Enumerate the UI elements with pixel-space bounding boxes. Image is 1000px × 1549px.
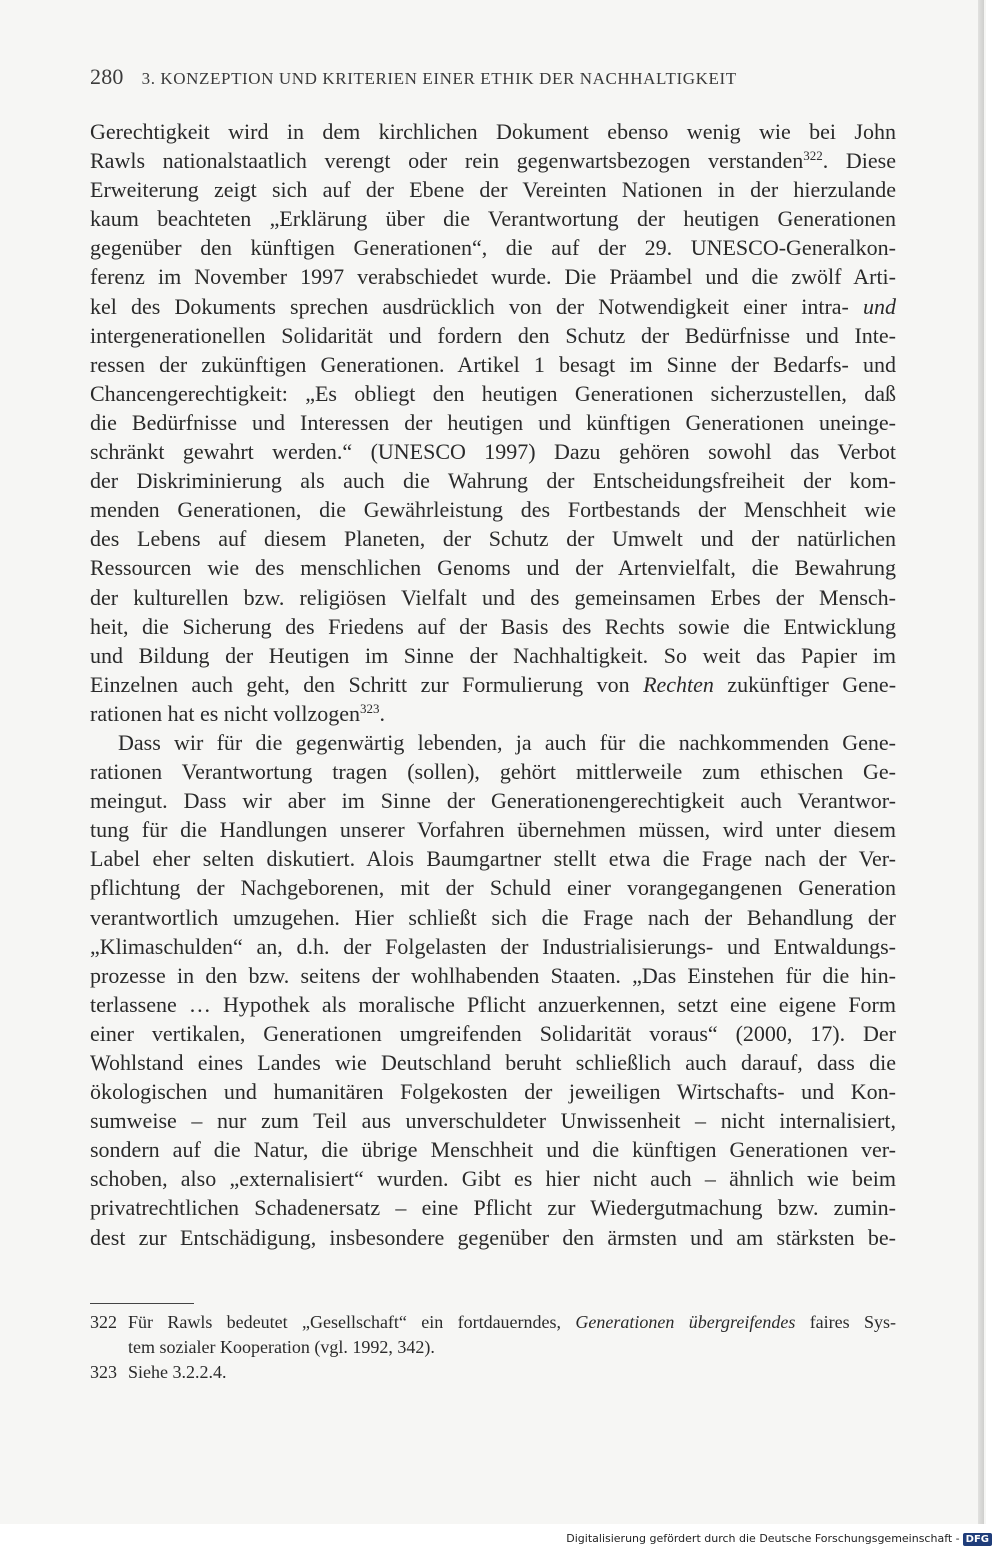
digitization-note: Digitalisierung gefördert durch die Deutsche Forschungsgemeinschaft - DFG <box>566 1532 992 1546</box>
text-line: intergenerationellen Solidarität und fordern den Schutz der Bedürfnisse und Inte- <box>90 322 896 348</box>
text-line: kel des Dokuments sprechen ausdrücklich von der Notwendigkeit einer intra- und <box>90 293 897 319</box>
text-line: die Bedürfnisse und Interessen der heutigen und künftigen Generationen uneinge- <box>90 409 896 435</box>
running-head <box>90 64 910 90</box>
text-line: Chancengerechtigkeit: „Es obliegt den heutigen Generationen sicherzustellen, daß <box>90 380 896 406</box>
emphasis: Rechten <box>643 671 714 697</box>
footnote-323: 323 Siehe 3.2.2.4. <box>90 1360 896 1385</box>
text-line: schränkt gewahrt werden.“ (UNESCO 1997) Dazu gehören sowohl das Verbot <box>90 439 896 465</box>
page-number: 280 <box>90 64 124 89</box>
text-line: verantwortlich umzugehen. Hier schließt sich die Frage nach der Behandlung der <box>90 904 896 930</box>
text-line: rationen Verantwortung tragen (sollen), gehört mittlerweile zum ethischen Ge- <box>90 759 896 785</box>
text-line: ökologischen und humanitären Folgekosten der jeweiligen Wirtschafts- und Kon- <box>90 1079 896 1105</box>
text-line: privatrechtlichen Schadenersatz – eine Pflicht zur Wiedergutmachung bzw. zumin- <box>90 1195 896 1221</box>
footnote-ref: 323 <box>360 700 380 716</box>
footnotes <box>90 1310 896 1385</box>
text-line: schoben, also „externalisiert“ wurden. Gibt es hier nicht auch – ähnlich wie beim <box>90 1166 896 1192</box>
text-line: ferenz im November 1997 verabschiedet wurde. Die Präambel und die zwölf Arti- <box>90 264 896 290</box>
text-line: der kulturellen bzw. religiösen Vielfalt und des gemeinsamen Erbes der Mensch- <box>90 584 896 610</box>
text-line: prozesse in den bzw. seitens der wohlhabenden Staaten. „Das Einstehen für die hin- <box>90 962 896 988</box>
footnote-322: 322 Für Rawls bedeutet „Gesellschaft“ ein fortdauerndes, Generationen übergreifendes faires Sys- <box>90 1310 896 1335</box>
main-text <box>90 117 896 1252</box>
dfg-logo: DFG <box>963 1533 992 1546</box>
text-line: heit, die Sicherung des Friedens auf der Basis des Rechts sowie die Entwicklung <box>90 613 896 639</box>
text-line: rationen hat es nicht vollzogen$^{323}$. <box>90 700 386 726</box>
text-line: kaum beachteten „Erklärung über die Verantwortung der heutigen Generationen <box>90 206 896 232</box>
text-line: Wohlstand eines Landes wie Deutschland beruht schließlich auch darauf, dass die <box>90 1050 896 1075</box>
text-line: Erweiterung zeigt sich auf der Ebene der Vereinten Nationen in der hierzulande <box>90 177 896 203</box>
chapter-title: 3. KONZEPTION UND KRITERIEN EINER ETHIK DER NACHHALTIGKEIT <box>141 69 737 88</box>
text-line: ressen der zukünftigen Generationen. Artikel 1 besagt im Sinne der Bedarfs- und <box>90 351 896 377</box>
text-line: terlassene … Hypothek als moralische Pflicht anzuerkennen, setzt eine eigene Form <box>90 991 896 1017</box>
page-edge <box>978 0 984 1524</box>
text-line: Einzelnen auch geht, den Schritt zur Formulierung von Rechten zukünftiger Gene- <box>90 671 897 697</box>
text-line: der Diskriminierung als auch die Wahrung der Entscheidungsfreiheit der kom- <box>90 468 896 494</box>
footnote-322-cont: tem sozialer Kooperation (vgl. 1992, 342). <box>128 1337 435 1357</box>
text-line: tung für die Handlungen unserer Vorfahren übernehmen müssen, wird unter diesem <box>90 817 896 843</box>
text-line: gegenüber den künftigen Generationen“, die auf der 29. UNESCO-Generalkon- <box>90 235 896 261</box>
text-line: dest zur Entschädigung, insbesondere gegenüber den ärmsten und am stärksten be- <box>90 1224 896 1250</box>
footnote-divider <box>90 1303 194 1304</box>
footnote-number: 323 <box>90 1362 117 1382</box>
text-line: Rawls nationalstaatlich verengt oder rein gegenwartsbezogen verstanden$^{322}$. Diese <box>90 148 896 174</box>
text-line: Label eher selten diskutiert. Alois Baumgartner stellt etwa die Frage nach der Ver- <box>90 846 896 872</box>
footnote-ref: 322 <box>803 148 823 164</box>
footnote-number: 322 <box>90 1312 117 1332</box>
text-line: „Klimaschulden“ an, d.h. der Folgelasten der Industrialisierungs- und Entwaldungs- <box>90 933 896 959</box>
text-line: meingut. Dass wir aber im Sinne der Generationengerechtigkeit auch Verantwor- <box>90 788 896 814</box>
text-line: Dass wir für die gegenwärtig lebenden, ja auch für die nachkommenden Gene- <box>118 729 896 755</box>
text-line: und Bildung der Heutigen im Sinne der Nachhaltigkeit. So weit das Papier im <box>90 642 896 668</box>
text-line: pflichtung der Nachgeborenen, mit der Schuld einer vorangegangenen Generation <box>90 875 896 901</box>
text-line: Gerechtigkeit wird in dem kirchlichen Dokument ebenso wenig wie bei John <box>90 119 896 144</box>
text-line: sumweise – nur zum Teil aus unverschuldeter Unwissenheit – nicht internalisiert, <box>90 1108 896 1134</box>
text-line: des Lebens auf diesem Planeten, der Schutz der Umwelt und der natürlichen <box>90 526 896 552</box>
text-line: Ressourcen wie des menschlichen Genoms und der Artenvielfalt, die Bewahrung <box>90 555 896 581</box>
emphasis: Generationen übergreifendes <box>575 1312 796 1332</box>
emphasis: und <box>863 293 897 319</box>
text-line: einer vertikalen, Generationen umgreifenden Solidarität voraus“ (2000, 17). Der <box>90 1020 896 1046</box>
text-line: sondern auf die Natur, die übrige Menschheit und die künftigen Generationen ver- <box>90 1137 896 1163</box>
text-line: menden Generationen, die Gewährleistung des Fortbestands der Menschheit wie <box>90 497 896 523</box>
